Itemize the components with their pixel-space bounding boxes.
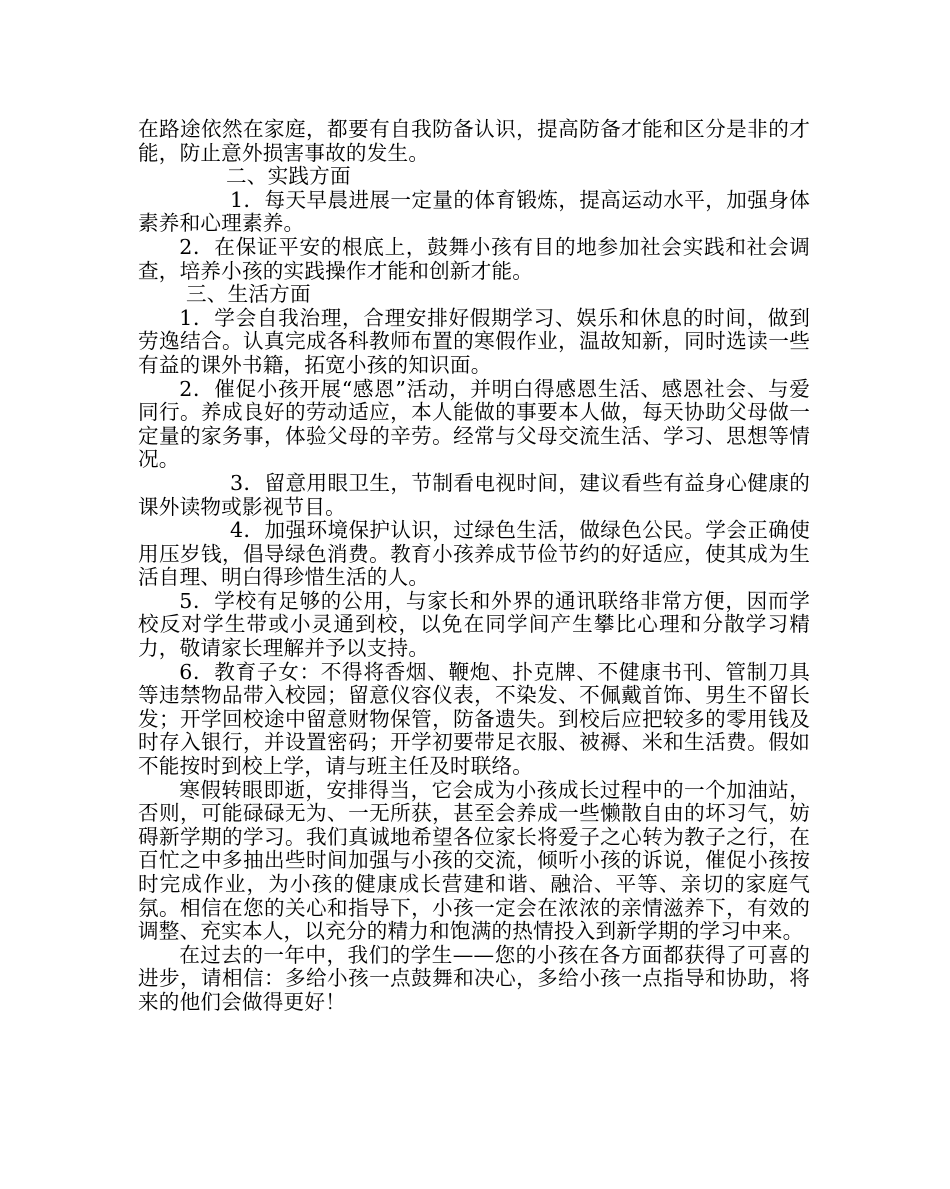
paragraph-life-4: 4．加强环境保护认识，过绿色生活，做绿色公民。学会正确使用压岁钱，倡导绿色消费。教育小孩养成节俭节约的好适应，使其成为生活自理、明白得珍惜生活的人。 bbox=[138, 518, 810, 590]
paragraph-safety-awareness: 在路途依然在家庭，都要有自我防备认识，提高防备才能和区分是非的才能，防止意外损害事故的发生。 bbox=[138, 117, 810, 165]
paragraph-life-6: 6．教育子女：不得将香烟、鞭炮、扑克牌、不健康书刊、管制刀具等违禁物品带入校园；留意仪容仪表，不染发、不佩戴首饰、男生不留长发；开学回校途中留意财物保管，防备遗失。到校后应把较多的零用钱及时存入银行，并设置密码；开学初要带足衣服、被褥、米和生活费。假如不能按时到校上学，请与班主任及时联络。 bbox=[138, 659, 810, 779]
paragraph-closing: 在过去的一年中，我们的学生——您的小孩在各方面都获得了可喜的进步，请相信：多给小孩一点鼓舞和决心，多给小孩一点指导和协助，将来的他们会做得更好！ bbox=[138, 942, 810, 1014]
document-body bbox=[138, 118, 810, 1015]
paragraph-practice-2: 2．在保证平安的根底上，鼓舞小孩有目的地参加社会实践和社会调查，培养小孩的实践操作才能和创新才能。 bbox=[138, 234, 810, 283]
section-heading-practice: 二、实践方面 bbox=[226, 164, 351, 189]
paragraph-winter-break: 寒假转眼即逝，安排得当，它会成为小孩成长过程中的一个加油站，否则，可能碌碌无为、一无所获，甚至会养成一些懒散自由的坏习气，妨碍新学期的学习。我们真诚地希望各位家长将爱子之心转为教子之行，在百忙之中多抽出些时间加强与小孩的交流，倾听小孩的诉说，催促小孩按时完成作业，为小孩的健康成长营建和谐、融洽、平等、亲切的家庭气氛。相信在您的关心和指导下，小孩一定会在浓浓的亲情滋养下，有效的调整、充实本人，以充分的精力和饱满的热情投入到新学期的学习中来。 bbox=[138, 777, 810, 944]
paragraph-life-2: 2．催促小孩开展“感恩”活动，并明白得感恩生活、感恩社会、与爱同行。养成良好的劳动适应，本人能做的事要本人做，每天协助父母做一定量的家务事，体验父母的辛劳。经常与父母交流生活、学习、思想等情况。 bbox=[138, 376, 810, 472]
paragraph-practice-1: 1．每天早晨进展一定量的体育锻炼，提高运动水平，加强身体素养和心理素养。 bbox=[138, 187, 810, 236]
paragraph-life-3: 3．留意用眼卫生，节制看电视时间，建议看些有益身心健康的课外读物或影视节目。 bbox=[138, 470, 810, 519]
paragraph-life-1: 1．学会自我治理，合理安排好假期学习、娱乐和休息的时间，做到劳逸结合。认真完成各科教师布置的寒假作业，温故知新，同时选读一些有益的课外书籍，拓宽小孩的知识面。 bbox=[138, 305, 810, 377]
paragraph-life-5: 5．学校有足够的公用，与家长和外界的通讯联络非常方便，因而学校反对学生带或小灵通到校，以免在同学间产生攀比心理和分散学习精力，敬请家长理解并予以支持。 bbox=[138, 588, 810, 661]
section-heading-life: 三、生活方面 bbox=[186, 282, 311, 307]
